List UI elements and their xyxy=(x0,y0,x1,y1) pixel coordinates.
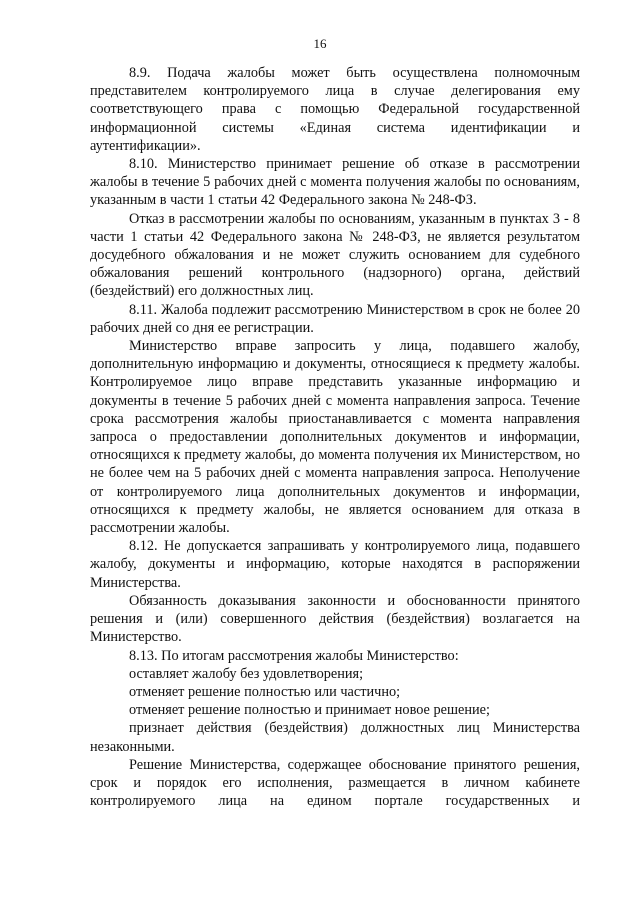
list-item-cancel-new-decision: отменяет решение полностью и принимает новое решение; xyxy=(129,702,490,719)
paragraph-8-10: 8.10. Министерство принимает решение об отказе в рассмотрении жалобы в течение 5 рабочих дней с момента получения жалобы по основаниям, указанным в части 1 статьи 42 Федерального закона № 248-ФЗ. xyxy=(90,156,580,209)
paragraph-refusal: Отказ в рассмотрении жалобы по основаниям, указанным в пунктах 3 - 8 части 1 статьи 42 Федерального закона № 248-ФЗ, не является результатом досудебного обжалования и не может служить основанием для судебного обжалования решений контрольного (надзорного) органа, действий (бездействий) его должностных лиц. xyxy=(90,210,580,300)
paragraph-8-11: 8.11. Жалоба подлежит рассмотрению Министерством в срок не более 20 рабочих дней со дня ее регистрации. xyxy=(90,301,580,336)
list-item-cancel-partially: отменяет решение полностью или частично; xyxy=(129,683,401,700)
page-number: 16 xyxy=(313,36,327,51)
list-item-leave-unsatisfied: оставляет жалобу без удовлетворения; xyxy=(129,665,364,682)
paragraph-8-9: 8.9. Подача жалобы может быть осуществлена полномочным представителем контролируемого лица в случае делегирования ему соответствующего права с помощью Федеральной государственной информационной системы «Единая система идентификации и аутентификации». xyxy=(90,65,580,154)
paragraph-8-13: 8.13. По итогам рассмотрения жалобы Министерство: xyxy=(129,647,459,664)
paragraph-request-info: Министерство вправе запросить у лица, подавшего жалобу, дополнительную информацию и документы, относящиеся к предмету жалобы. Контролируемое лицо вправе представить указанные информацию и документы в течение 5 рабочих дней с момента направления запроса. Течение срока рассмотрения жалобы приостанавливается с момента направления запроса о предоставлении дополнительных документов и информации, относящихся к предмету жалобы, до момента получения их Министерством, но не более чем на 5 рабочих дней с момента направления запроса. Неполучение от контролируемого лица дополнительных документов и информации, относящихся к предмету жалобы, не является основанием для отказа в рассмотрении жалобы. xyxy=(90,338,580,537)
paragraph-8-12: 8.12. Не допускается запрашивать у контролируемого лица, подавшего жалобу, документы и информацию, которые находятся в распоряжении Министерства. xyxy=(90,538,580,591)
document-body xyxy=(90,64,580,810)
paragraph-decision-posting: Решение Министерства, содержащее обоснование принятого решения, срок и порядок его исполнения, размещается в личном кабинете контролируемого лица на едином портале государственных и xyxy=(90,756,580,810)
paragraph-burden-of-proof: Обязанность доказывания законности и обоснованности принятого решения и (или) совершенного действия (бездействия) возлагается на Министерство. xyxy=(90,592,580,646)
list-item-recognize-unlawful: признает действия (бездействия) должностных лиц Министерства незаконными. xyxy=(90,720,580,755)
